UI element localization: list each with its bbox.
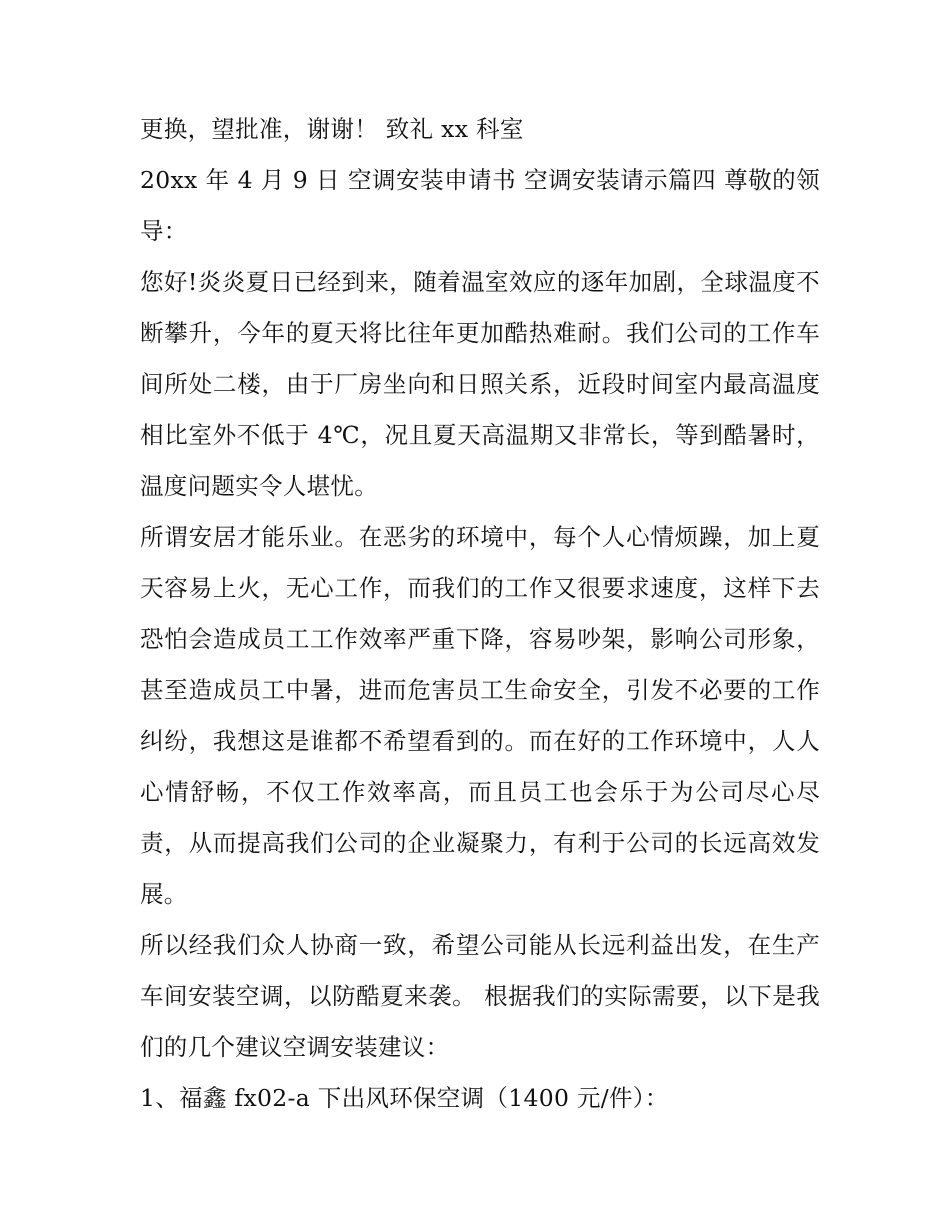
paragraph-greeting: 您好!炎炎夏日已经到来，随着温室效应的逐年加剧，全球温度不断攀升，今年的夏天将比往年更加酷热难耐。我们公司的工作车间所处二楼，由于厂房坐向和日照关系，近段时间室内最高温度相比室外不低于 4℃，况且夏天高温期又非常长，等到酷暑时，温度问题实令人堪忧。 <box>140 268 820 500</box>
document-body <box>140 104 820 1124</box>
paragraph-date-heading: 20xx 年 4 月 9 日 空调安装申请书 空调安装请示篇四 尊敬的领导： <box>140 166 820 245</box>
paragraph-item-1: 1、福鑫 fx02-a 下出风环保空调（1400 元/件）： <box>140 1084 669 1112</box>
paragraph-proposal: 所以经我们众人协商一致，希望公司能从长远利益出发，在生产车间安装空调，以防酷夏来袭。 根据我们的实际需要，以下是我们的几个建议空调安装建议： <box>140 931 820 1061</box>
paragraph-closing: 更换，望批准，谢谢！ 致礼 xx 科室 <box>140 115 524 143</box>
paragraph-environment: 所谓安居才能乐业。在恶劣的环境中，每个人心情烦躁，加上夏天容易上火，无心工作，而我们的工作又很要求速度，这样下去恐怕会造成员工工作效率严重下降，容易吵架，影响公司形象，甚至造成员工中暑，进而危害员工生命安全，引发不必要的工作纠纷，我想这是谁都不希望看到的。而在好的工作环境中，人人心情舒畅，不仅工作效率高，而且员工也会乐于为公司尽心尽责，从而提高我们公司的企业凝聚力，有利于公司的长远高效发展。 <box>140 523 820 908</box>
